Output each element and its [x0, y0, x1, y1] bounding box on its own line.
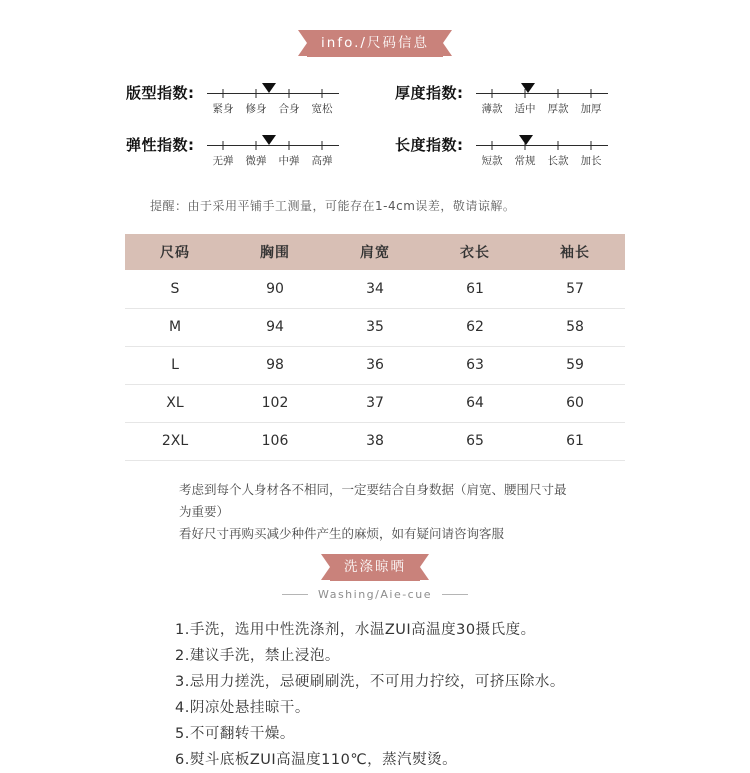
scale-tick	[558, 141, 559, 150]
washing-banner-title: 洗涤晾晒	[344, 558, 406, 575]
washing-step: 3.忌用力搓洗，忌硬刷刷洗，不可用力拧绞，可挤压除水。	[175, 673, 565, 690]
washing-step: 1.手洗，选用中性洗涤剂，水温ZUI高温度30摄氏度。	[175, 621, 536, 638]
scale-option: 厚款	[547, 103, 569, 115]
scale-option: 薄款	[481, 103, 503, 115]
washing-step: 4.阴凉处悬挂晾干。	[175, 699, 310, 716]
cell-sleeve: 58	[525, 308, 625, 346]
measure-reminder: 提醒：由于采用平铺手工测量，可能存在1-4cm误差，敬请谅解。	[150, 199, 516, 213]
cell-sleeve: 61	[525, 422, 625, 460]
washing-step: 5.不可翻转干燥。	[175, 725, 295, 742]
col-header-shoulder: 肩宽	[325, 234, 425, 270]
scale-tick	[492, 141, 493, 150]
table-row	[125, 422, 625, 460]
index-elasticity-label: 弹性指数:	[126, 136, 195, 154]
scale-option: 加长	[580, 155, 602, 167]
scale-line	[476, 93, 608, 94]
cell-shoulder: 34	[325, 270, 425, 308]
scale-option: 长款	[547, 155, 569, 167]
scale-tick	[492, 89, 493, 98]
index-fit-label: 版型指数:	[126, 84, 195, 102]
size-table-header-row	[125, 234, 625, 270]
table-row	[125, 384, 625, 422]
fit-scale	[207, 83, 339, 123]
washing-banner-wrap	[0, 554, 750, 581]
col-header-size: 尺码	[125, 234, 225, 270]
cell-size: L	[125, 346, 225, 384]
table-row	[125, 308, 625, 346]
washing-ribbon	[330, 554, 420, 581]
cell-bust: 106	[225, 422, 325, 460]
marker-arrow-icon	[519, 135, 533, 145]
cell-sleeve: 57	[525, 270, 625, 308]
divider-line	[282, 594, 308, 595]
scale-option: 宽松	[311, 103, 333, 115]
divider-line	[442, 594, 468, 595]
size-info-banner-wrap	[0, 30, 750, 57]
cell-size: XL	[125, 384, 225, 422]
elasticity-scale	[207, 135, 339, 175]
scale-tick	[322, 89, 323, 98]
col-header-sleeve: 袖长	[525, 234, 625, 270]
scale-tick	[223, 89, 224, 98]
cell-bust: 98	[225, 346, 325, 384]
scale-option: 常规	[514, 155, 536, 167]
scale-tick	[322, 141, 323, 150]
scale-line	[476, 145, 608, 146]
cell-size: S	[125, 270, 225, 308]
cell-bust: 90	[225, 270, 325, 308]
scale-line	[207, 145, 339, 146]
table-row	[125, 270, 625, 308]
cell-shoulder: 36	[325, 346, 425, 384]
washing-subtitle-text: Washing/Aie-cue	[318, 587, 432, 601]
scale-tick	[591, 89, 592, 98]
scale-tick	[223, 141, 224, 150]
marker-arrow-icon	[521, 83, 535, 93]
cell-shoulder: 35	[325, 308, 425, 346]
index-thickness-label: 厚度指数:	[395, 84, 464, 102]
scale-option: 修身	[245, 103, 267, 115]
table-row	[125, 346, 625, 384]
cell-bust: 94	[225, 308, 325, 346]
scale-tick	[289, 141, 290, 150]
scale-tick	[289, 89, 290, 98]
cell-shoulder: 38	[325, 422, 425, 460]
thickness-scale	[476, 83, 608, 123]
note-line: 考虑到每个人身材各不相同，一定要结合自身数据（肩宽、腰围尺寸最为重要）	[179, 481, 567, 519]
marker-arrow-icon	[262, 135, 276, 145]
size-info-ribbon	[307, 30, 443, 57]
scale-option: 紧身	[212, 103, 234, 115]
scale-option: 高弹	[311, 155, 333, 167]
scale-option: 无弹	[212, 155, 234, 167]
scale-tick	[256, 141, 257, 150]
cell-size: M	[125, 308, 225, 346]
cell-garment-length: 64	[425, 384, 525, 422]
scale-line	[207, 93, 339, 94]
scale-option: 合身	[278, 103, 300, 115]
scale-option: 微弹	[245, 155, 267, 167]
scale-option: 适中	[514, 103, 536, 115]
washing-step: 6.熨斗底板ZUI高温度110℃，蒸汽熨烫。	[175, 751, 458, 768]
cell-shoulder: 37	[325, 384, 425, 422]
index-length	[395, 135, 624, 175]
index-thickness	[395, 83, 624, 123]
cell-garment-length: 62	[425, 308, 525, 346]
advisory-notes	[179, 479, 571, 545]
size-table	[125, 234, 625, 461]
index-elasticity	[126, 135, 355, 175]
cell-garment-length: 65	[425, 422, 525, 460]
washing-step: 2.建议手洗，禁止浸泡。	[175, 647, 340, 664]
marker-arrow-icon	[262, 83, 276, 93]
scale-option: 中弹	[278, 155, 300, 167]
scale-option: 短款	[481, 155, 503, 167]
washing-list	[175, 617, 575, 773]
cell-bust: 102	[225, 384, 325, 422]
scale-option: 加厚	[580, 103, 602, 115]
cell-size: 2XL	[125, 422, 225, 460]
scale-tick	[558, 89, 559, 98]
length-scale	[476, 135, 608, 175]
cell-sleeve: 59	[525, 346, 625, 384]
index-length-label: 长度指数:	[395, 136, 464, 154]
index-fit	[126, 83, 355, 123]
cell-garment-length: 61	[425, 270, 525, 308]
washing-subtitle	[0, 588, 750, 601]
col-header-bust: 胸围	[225, 234, 325, 270]
scale-tick	[591, 141, 592, 150]
col-header-garment-length: 衣长	[425, 234, 525, 270]
scale-tick	[256, 89, 257, 98]
cell-sleeve: 60	[525, 384, 625, 422]
cell-garment-length: 63	[425, 346, 525, 384]
index-grid	[126, 83, 624, 175]
note-line: 看好尺寸再购买减少种件产生的麻烦，如有疑问请咨询客服	[179, 525, 505, 541]
size-info-banner-title: info./尺码信息	[321, 35, 429, 51]
